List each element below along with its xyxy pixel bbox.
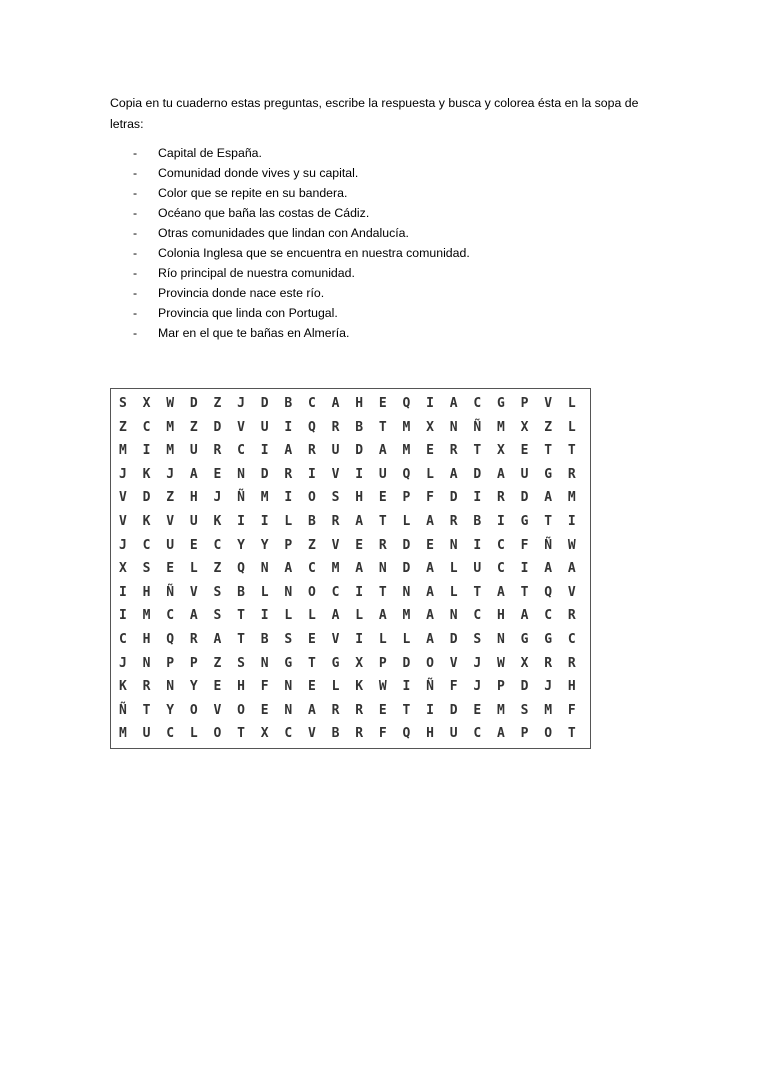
bullet-dash: - xyxy=(132,266,138,280)
instructions-text: Copia en tu cuaderno estas preguntas, escribe la respuesta y busca y colorea ésta en la sopa de letras: xyxy=(110,96,639,131)
question-text: Provincia que linda con Portugal. xyxy=(158,306,338,320)
question-item xyxy=(110,143,470,163)
grid-row: VKVUKIILBRATLARBIGTI xyxy=(119,513,592,529)
grid-row: IHÑVSBLNOCITNALTATQV xyxy=(119,584,592,600)
bullet-dash: - xyxy=(132,246,138,260)
question-item xyxy=(110,283,470,303)
bullet-dash: - xyxy=(132,226,138,240)
questions-list xyxy=(110,143,470,343)
bullet-dash: - xyxy=(132,326,138,340)
question-item xyxy=(110,323,470,343)
grid-row: IMCASTILLALAMANCHACR xyxy=(119,608,592,624)
bullet-dash: - xyxy=(132,286,138,300)
question-item xyxy=(110,223,470,243)
question-text: Comunidad donde vives y su capital. xyxy=(158,166,359,180)
grid-row: KRNYEHFNELKWIÑFJPDJH xyxy=(119,679,592,695)
question-item xyxy=(110,303,470,323)
bullet-dash: - xyxy=(132,206,138,220)
bullet-dash: - xyxy=(132,186,138,200)
grid-row: VDZHJÑMIOSHEPFDIRDAM xyxy=(119,490,592,506)
grid-row: JCUECYYPZVERDENICFÑW xyxy=(119,537,592,553)
question-text: Provincia donde nace este río. xyxy=(158,286,325,300)
grid-row: JKJAENDRIVIUQLADAUGR xyxy=(119,466,592,482)
grid-row: MUCLOTXCVBRFQHUCAPOT xyxy=(119,726,592,742)
question-item xyxy=(110,183,470,203)
question-item xyxy=(110,243,470,263)
question-text: Capital de España. xyxy=(158,146,262,160)
word-search-grid xyxy=(110,388,591,749)
question-text: Color que se repite en su bandera. xyxy=(158,186,348,200)
grid-row: SXWDZJDBCAHEQIACGPVL xyxy=(119,396,592,411)
question-text: Colonia Inglesa que se encuentra en nuestra comunidad. xyxy=(158,246,470,260)
grid-row: XSELZQNACMANDALUCIAA xyxy=(119,561,592,577)
grid-row: ZCMZDVUIQRBTMXNÑMXZL xyxy=(119,419,592,435)
question-item xyxy=(110,163,470,183)
question-text: Océano que baña las costas de Cádiz. xyxy=(158,206,370,220)
grid-row: MIMURCIARUDAMERTXETT xyxy=(119,443,592,459)
grid-row: JNPPZSNGTGXPDOVJWXRR xyxy=(119,655,592,671)
bullet-dash: - xyxy=(132,306,138,320)
grid-row: CHQRATBSEVILLADSNGGC xyxy=(119,631,592,647)
grid-row: ÑTYOVOENARRETIDEMSMF xyxy=(119,702,592,718)
question-item xyxy=(110,203,470,223)
bullet-dash: - xyxy=(132,146,138,160)
question-text: Mar en el que te bañas en Almería. xyxy=(158,326,350,340)
question-text: Río principal de nuestra comunidad. xyxy=(158,266,355,280)
question-text: Otras comunidades que lindan con Andalucía. xyxy=(158,226,409,240)
question-item xyxy=(110,263,470,283)
bullet-dash: - xyxy=(132,166,138,180)
